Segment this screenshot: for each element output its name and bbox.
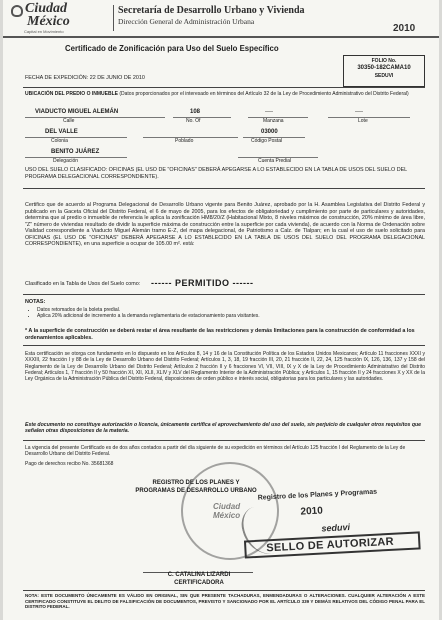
stamp-sello-text: SELLO DE AUTORIZAR [266, 535, 395, 555]
stamp-registry-line: Registro de los Planes y Programas [257, 488, 378, 502]
calle-label: Calle [63, 118, 75, 124]
cdmx-seal-line-2: México [213, 511, 241, 520]
signatory-title: CERTIFICADORA [174, 579, 224, 586]
cdmx-seal-line-1: Ciudad [213, 502, 241, 511]
secretaria-name: Secretaría de Desarrollo Urbano y Vivienda [118, 5, 305, 16]
cuenta-label: Cuenta Predial [258, 158, 292, 164]
cdmx-logo [11, 2, 77, 36]
signatory-name: C. CATALINA LIZARDI [167, 572, 231, 578]
fecha-expedicion: FECHA DE EXPEDICIÓN: 22 DE JUNIO DE 2010 [25, 75, 145, 81]
notas-item: • Aplica 20% adicional de incremento a la demanda reglamentaria de estacionamiento para visitantes. [37, 313, 427, 319]
delegacion-value: BENITO JUÁREZ [51, 149, 100, 155]
no-of-value: 108 [190, 109, 201, 115]
folio-office: SEDUVI [374, 73, 394, 80]
notas-rule [23, 345, 425, 346]
cp-label: Código Postal [251, 138, 283, 144]
fecha-rule [23, 87, 425, 88]
direccion-name: Dirección General de Administración Urbana [118, 17, 255, 26]
notas-heading: NOTAS: [25, 299, 46, 305]
ubicacion-heading [25, 91, 425, 97]
signatory-block [141, 572, 257, 587]
legal-foundation: Esta certificación se otorga con fundamento en lo dispuesto en los Artículos 8, 14 y 16 de la Constitución Política de los Estados Unidos Mexicanos; Artículo 11 fracciones XXXI y XXXIII, 22 fracción I y 88 de la Ley de Desarrollo Urbano del Distrito Federal; Artículos 1, 3, 18, 19 fracción III, 20, 21 fracción II, 22, 24, 125 fracción IX, 126, 136, 137 y 158 del Reglamento de la Ley de Desarrollo Urbano del Distrito Federal; Artículos 2 fracción II y 6 fracciones VI, VII, VIII, IX y X de la Ley de Procedimiento Administrativo del Distrito Federal; Artículos 1, 7 fracción II y 50 fracción XI, XII, XLII, XLIV y XLV del Reglamento Interior de la Administración Pública; y Artículos 1, 15 fracción II y 24 fracciones X y XX de la Ley Orgánica de la Administración Pública del Distrito Federal, disposiciones de orden público e interés social, obligatorias para los particulares y las autoridades. [25, 351, 425, 383]
notas-item: • Datos retomados de la boleta predial. [37, 307, 427, 313]
calle-value: VIADUCTO MIGUEL ALEMÁN [35, 109, 119, 115]
notas-list [25, 307, 427, 320]
registro-line-2: PROGRAMAS DE DESARROLLO URBANO [135, 488, 257, 494]
folio-box [343, 55, 425, 87]
clasificado-label: Clasificado en la Tabla de Usos del Suelo como: [25, 281, 141, 287]
ubicacion-heading-title: UBICACIÓN DEL PREDIO O INMUEBLE [25, 91, 118, 97]
clasificado-rule [23, 294, 425, 295]
superficie-note: * A la superficie de construcción se deberá restar el área resultante de las restricciones y demás limitaciones para la construcción de conformidad a los ordenamientos aplicables. [25, 328, 415, 341]
poblado-label: Poblado [175, 138, 194, 144]
manzana-value: ---- [265, 109, 273, 115]
certificate-title: Certificado de Zonificación para Uso del Suelo Específico [65, 44, 279, 53]
vigencia-text: La vigencia del presente Certificado es de dos años contados a partir del día siguiente de su expedición en términos del Artículo 125 fracción I del Reglamento de la Ley de Desarrollo Urbano del Distrito Federal. [25, 445, 406, 458]
header-divider [113, 5, 114, 31]
stamp-year: 2010 [300, 505, 324, 518]
certifica-paragraph: Certifico que de acuerdo al Programa Delegacional de Desarrollo Urbano vigente para Benito Juárez, aprobado por la H. Asamblea Legislativa del Distrito Federal y publicado en la Gaceta Oficial del Distrito Federal, el 6 de mayo de 2005, para los efectos de obligatoriedad y cumplimiento por parte de particulares y autoridades, determina que al predio o inmueble de referencia le aplica la zonificación HM8/20/Z (Habitacional Mixto, 8 niveles máximos de construcción, 20% mínimo de área libre, "Z" número de viviendas resultado de dividir la superficie máxima de construcción entre la superficie por cada vivienda), de acuerdo con la Norma de Ordenación sobre Vialidad correspondiente a Viaducto Miguel Alemán tramo E-Z, del mapa delegacional, de Patriotismo a Calz. de Tlalpan; en la cual el uso de suelo solicitado para OFICINAS (EL USO DE "OFICINAS" DEBERÁ APEGARSE A LO ESTABLECIDO EN LA TABLA DE USOS DEL SUELO DEL PROGRAMA DELEGACIONAL CORRESPONDIENTE), en una superficie a ocupar de 105.00 m². está: [25, 202, 425, 248]
delegacion-label: Delegación [53, 158, 79, 164]
logo-line-2: México [27, 14, 70, 29]
cp-value: 03000 [261, 129, 278, 135]
pago-derechos: Pago de derechos recibo No. 35681368 [25, 461, 114, 467]
no-of-label: No. Of [186, 118, 201, 124]
warning-rule [23, 440, 425, 441]
colonia-value: DEL VALLE [45, 129, 78, 135]
registro-line-1: REGISTRO DE LOS PLANES Y [152, 480, 240, 486]
footer-note: NOTA: ESTE DOCUMENTO ÚNICAMENTE ES VÁLIDO EN ORIGINAL, SIN QUE PRESENTE TACHADURAS, ENMENDADURAS O ALTERACIONES. CUALQUIER ALTERACIÓN A ESTE CERTIFICADO CONSTITUYE EL DELITO DE FALSIFICACIÓN DE DOCUMENTOS, PREVISTO Y SANCIONADO POR EL ARTÍCULO 339 Y DEMÁS RELATIVOS DEL CÓDIGO PENAL PARA EL DISTRITO FEDERAL. [25, 593, 425, 609]
footer-rule [23, 590, 425, 591]
logo-line-1: Ciudad [25, 1, 68, 16]
manzana-label: Manzana [263, 118, 284, 124]
clasificado-value: ------ PERMITIDO ------ [151, 278, 254, 288]
stamp-org: seduvi [321, 522, 351, 534]
header-year: 2010 [393, 23, 416, 34]
no-of-rule [173, 117, 231, 118]
header-rule [3, 36, 439, 38]
certificate-document [3, 0, 439, 620]
lote-rule [328, 117, 410, 118]
uso-rule [23, 188, 425, 189]
folio-number: 30350-182CAMA10 [357, 65, 411, 72]
logo-emblem-icon [11, 5, 23, 17]
colonia-rule [25, 137, 127, 138]
folio-label: FOLIO No. [371, 58, 397, 64]
logo-line-3: Capital en Movimiento [24, 29, 64, 34]
ubicacion-heading-note: (Datos proporcionados por el interesado en términos del Artículo 32 de la Ley de Procedimiento Administrativo del Distrito Federal) [119, 91, 409, 97]
warning-text: Este documento no constituye autorización o licencia, únicamente certifica el aprovechamiento del uso del suelo, sin perjuicio de cualquier otros requisitos que señalen otras disposiciones de la materia. [25, 422, 422, 435]
colonia-label: Colonia [51, 138, 68, 144]
lote-label: Lote [358, 118, 368, 124]
calle-rule [25, 117, 165, 118]
uso-clasificado: USO DEL SUELO CLASIFICADO: OFICINAS (EL USO DE "OFICINAS" DEBERÁ APEGARSE A LO ESTABLECIDO EN LA TABLA DE USOS DEL SUELO DEL PROGRAMA DELEGACIONAL CORRESPONDIENTE). [25, 167, 407, 180]
lote-value: ---- [355, 109, 363, 115]
